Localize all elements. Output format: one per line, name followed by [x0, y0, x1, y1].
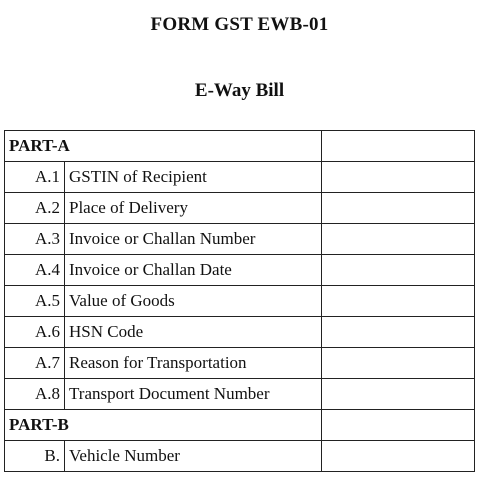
part-b-header-value — [322, 410, 475, 441]
transport-document-number-field[interactable] — [322, 379, 475, 410]
table-row — [5, 193, 475, 224]
form-title: FORM GST EWB-01 — [150, 14, 329, 35]
reason-for-transportation-field[interactable] — [322, 348, 475, 379]
form-subtitle: E-Way Bill — [194, 80, 285, 101]
row-code: A.7 — [5, 348, 65, 379]
part-a-label: PART-A — [5, 131, 322, 162]
table-row — [5, 348, 475, 379]
table-row — [5, 441, 475, 472]
eway-bill-table — [4, 130, 475, 472]
place-of-delivery-field[interactable] — [322, 193, 475, 224]
row-code: A.1 — [5, 162, 65, 193]
value-of-goods-field[interactable] — [322, 286, 475, 317]
row-label: GSTIN of Recipient — [65, 162, 322, 193]
part-a-header-row — [5, 131, 475, 162]
row-label: Invoice or Challan Number — [65, 224, 322, 255]
table-row — [5, 255, 475, 286]
row-code: A.8 — [5, 379, 65, 410]
row-code: B. — [5, 441, 65, 472]
hsn-code-field[interactable] — [322, 317, 475, 348]
row-code: A.2 — [5, 193, 65, 224]
table-row — [5, 317, 475, 348]
invoice-number-field[interactable] — [322, 224, 475, 255]
row-label: Reason for Transportation — [65, 348, 322, 379]
row-label: Invoice or Challan Date — [65, 255, 322, 286]
vehicle-number-field[interactable] — [322, 441, 475, 472]
part-b-label: PART-B — [5, 410, 322, 441]
row-code: A.3 — [5, 224, 65, 255]
table-row — [5, 162, 475, 193]
invoice-date-field[interactable] — [322, 255, 475, 286]
part-b-header-row — [5, 410, 475, 441]
row-code: A.6 — [5, 317, 65, 348]
row-code: A.4 — [5, 255, 65, 286]
gstin-of-recipient-field[interactable] — [322, 162, 475, 193]
row-label: Place of Delivery — [65, 193, 322, 224]
row-label: Transport Document Number — [65, 379, 322, 410]
row-label: HSN Code — [65, 317, 322, 348]
part-a-header-value — [322, 131, 475, 162]
row-code: A.5 — [5, 286, 65, 317]
row-label: Value of Goods — [65, 286, 322, 317]
table-row — [5, 286, 475, 317]
table-row — [5, 224, 475, 255]
table-row — [5, 379, 475, 410]
row-label: Vehicle Number — [65, 441, 322, 472]
